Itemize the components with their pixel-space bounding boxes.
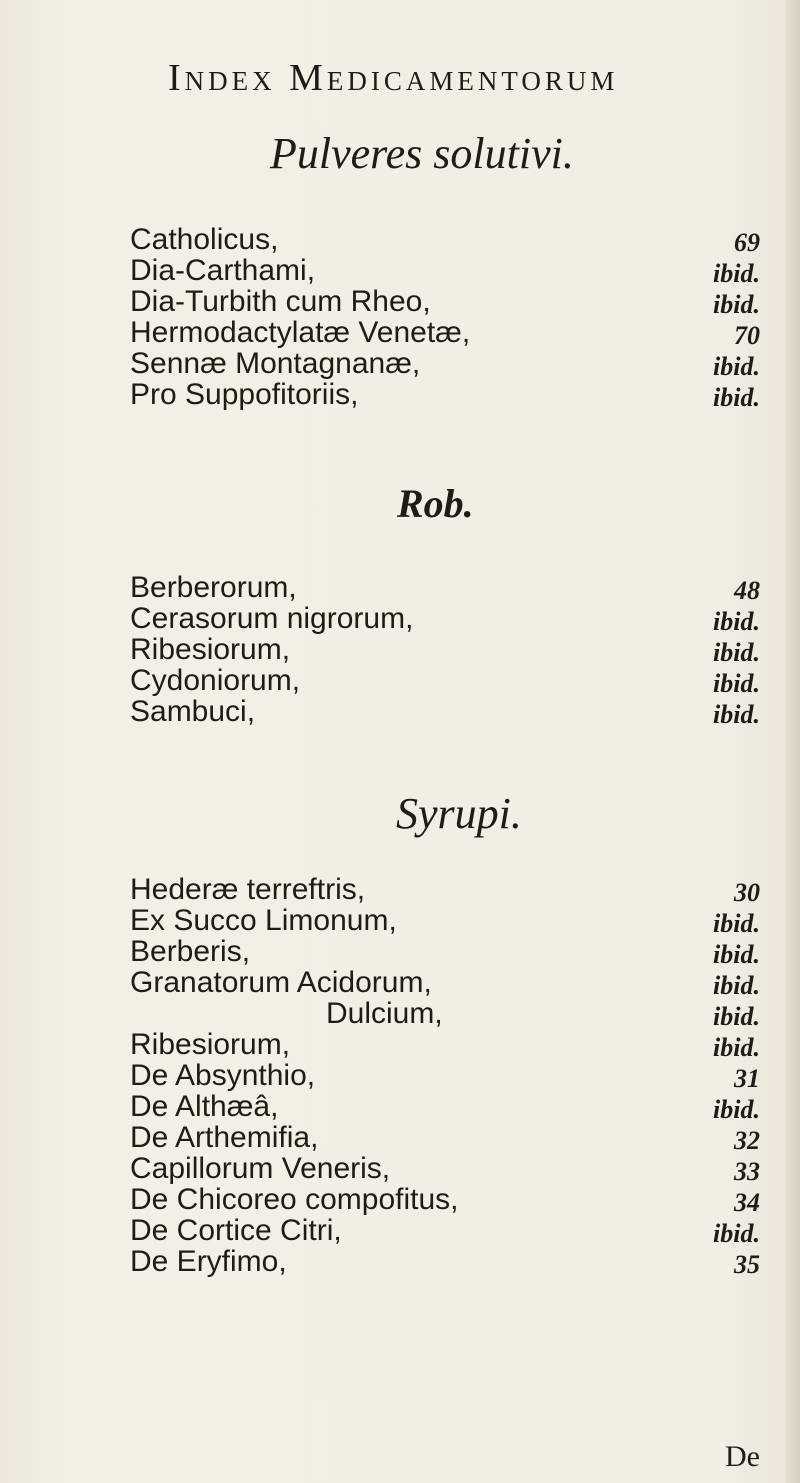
entry-page: ibid. [713,909,760,938]
section-title-rob: Rob. [397,481,474,526]
entry-page: 35 [734,1250,760,1279]
entry-page: 48 [734,576,760,605]
index-entry [0,874,800,905]
entry-name: De Cortice Citri, [130,1214,342,1247]
entry-name: Dia-Turbith cum Rheo, [130,285,431,318]
index-entry [0,1091,800,1122]
entry-page: ibid. [713,940,760,969]
index-entry [0,696,800,727]
index-entry [0,224,800,255]
entry-name: De Chicoreo compofitus, [130,1183,459,1216]
entry-page: ibid. [713,669,760,698]
entry-name: Hederæ terreftris, [130,873,366,906]
entry-page: ibid. [713,352,760,381]
entry-name: Pro Suppofitoriis, [130,378,359,411]
index-entry [0,1215,800,1246]
entry-page: 69 [734,228,760,257]
index-entry [0,603,800,634]
entry-name: De Eryfimo, [130,1245,287,1278]
entry-page: 30 [734,878,760,907]
entry-page: ibid. [713,1033,760,1062]
index-entry [0,998,800,1029]
entry-page: ibid. [713,383,760,412]
entry-name: Granatorum Acidorum, [130,966,432,999]
entry-name: Dia-Carthami, [130,254,316,287]
entry-name: Berberorum, [130,571,297,604]
entry-name: Sennæ Montagnanæ, [130,347,421,380]
index-entry [0,317,800,348]
entry-name: Ribesiorum, [130,633,291,666]
index-entry [0,379,800,410]
entry-name: Hermodactylatæ Venetæ, [130,316,471,349]
entry-page: 70 [734,321,760,350]
index-entry [0,1029,800,1060]
index-entry [0,634,800,665]
entry-name: Catholicus, [130,223,279,256]
entry-page: 31 [734,1064,760,1093]
index-entry [0,572,800,603]
entry-name: Cerasorum nigrorum, [130,602,414,635]
entry-page: ibid. [713,700,760,729]
entry-page: 32 [734,1126,760,1155]
entry-name: Cydoniorum, [130,664,301,697]
index-entry [0,905,800,936]
section-entries-rob [0,572,800,727]
index-entry [0,1246,800,1277]
entry-page: 34 [734,1188,760,1217]
index-entry [0,936,800,967]
entry-name: Capillorum Veneris, [130,1152,391,1185]
entry-name: De Absynthio, [130,1059,316,1092]
entry-page: ibid. [713,971,760,1000]
index-entry [0,255,800,286]
index-entry [0,1153,800,1184]
entry-name: Ribesiorum, [130,1028,291,1061]
entry-name: Ex Succo Limonum, [130,904,397,937]
entry-page: ibid. [713,259,760,288]
entry-page: ibid. [713,1002,760,1031]
index-entry [0,1184,800,1215]
running-header: Index Medicamentorum [168,57,619,99]
entry-page: ibid. [713,290,760,319]
catchword: De [725,1440,760,1473]
entry-page: ibid. [713,607,760,636]
entry-page: ibid. [713,638,760,667]
index-entry [0,1122,800,1153]
index-entry [0,967,800,998]
index-entry [0,1060,800,1091]
entry-name: Berberis, [130,935,251,968]
entry-page: 33 [734,1157,760,1186]
section-entries-syrupi [0,874,800,1277]
entry-page: ibid. [713,1095,760,1124]
section-title-pulveres: Pulveres solutivi. [270,129,574,178]
index-entry [0,665,800,696]
index-entry [0,286,800,317]
entry-page: ibid. [713,1219,760,1248]
entry-name: Dulcium, [326,997,443,1030]
entry-name: De Arthemifia, [130,1121,319,1154]
index-entry [0,348,800,379]
entry-name: Sambuci, [130,695,256,728]
section-entries-pulveres [0,224,800,410]
entry-name: De Althæâ, [130,1090,279,1123]
section-title-syrupi: Syrupi. [396,789,522,838]
